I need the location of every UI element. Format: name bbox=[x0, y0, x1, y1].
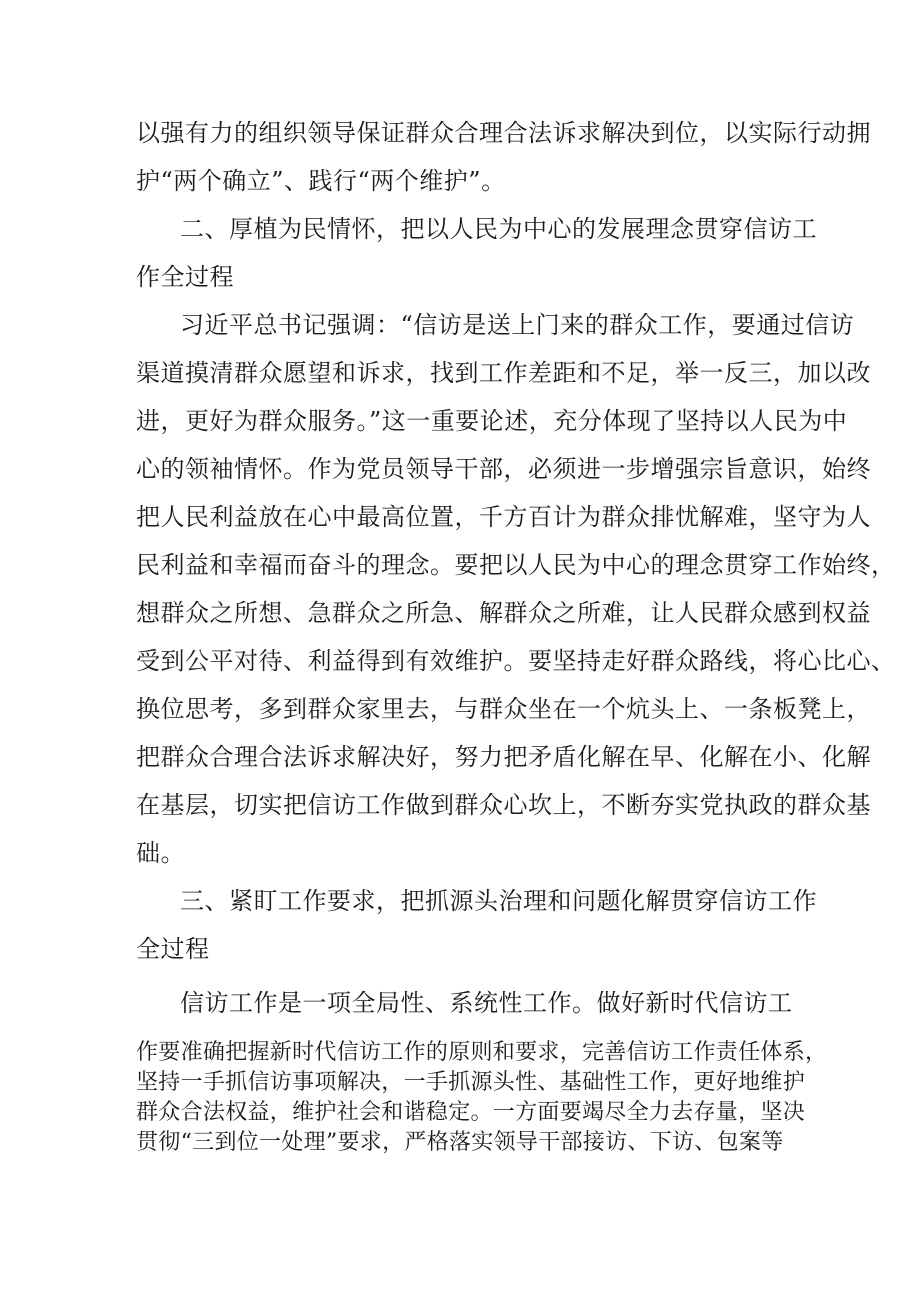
paragraph-line: 受到公平对待、利益得到有效维护。要坚持走好群众路线，将心比心、 bbox=[136, 647, 896, 675]
section-heading: 作全过程 bbox=[136, 263, 234, 291]
paragraph-line: 以强有力的组织领导保证群众合理合法诉求解决到位，以实际行动拥 bbox=[136, 119, 871, 147]
paragraph-line: 换位思考，多到群众家里去，与群众坐在一个炕头上、一条板凳上， bbox=[136, 695, 871, 723]
section-heading: 二、厚植为民情怀，把以人民为中心的发展理念贯穿信访工 bbox=[180, 215, 817, 243]
paragraph-line: 信访工作是一项全局性、系统性工作。做好新时代信访工 bbox=[180, 989, 793, 1017]
paragraph-line: 心的领袖情怀。作为党员领导干部，必须进一步增强宗旨意识，始终 bbox=[136, 455, 871, 483]
paragraph-line: 把人民利益放在心中最高位置，千方百计为群众排忧解难，坚守为人 bbox=[136, 503, 871, 531]
paragraph-line: 护“两个确立”、践行“两个维护”。 bbox=[136, 167, 506, 195]
paragraph-line: 群众合法权益，维护社会和谐稳定。一方面要竭尽全力去存量，坚决 bbox=[136, 1100, 806, 1125]
section-heading: 三、紧盯工作要求，把抓源头治理和问题化解贯穿信访工作 bbox=[180, 887, 817, 915]
paragraph-line: 进，更好为群众服务。”这一重要论述，充分体现了坚持以人民为中 bbox=[136, 407, 848, 435]
paragraph-line: 础。 bbox=[136, 839, 185, 867]
paragraph-line: 把群众合理合法诉求解决好，努力把矛盾化解在早、化解在小、化解 bbox=[136, 743, 871, 771]
paragraph-line: 想群众之所想、急群众之所急、解群众之所难，让人民群众感到权益 bbox=[136, 599, 871, 627]
paragraph-line: 坚持一手抓信访事项解决，一手抓源头性、基础性工作，更好地维护 bbox=[136, 1070, 806, 1095]
paragraph-line: 在基层，切实把信访工作做到群众心坎上，不断夯实党执政的群众基 bbox=[136, 791, 871, 819]
paragraph-line: 民利益和幸福而奋斗的理念。要把以人民为中心的理念贯穿工作始终， bbox=[136, 551, 896, 579]
paragraph-line: 习近平总书记强调：“信访是送上门来的群众工作，要通过信访 bbox=[180, 311, 855, 339]
paragraph-line: 贯彻“三到位一处理”要求，严格落实领导干部接访、下访、包案等 bbox=[136, 1130, 784, 1155]
paragraph-line: 渠道摸清群众愿望和诉求，找到工作差距和不足，举一反三，加以改 bbox=[136, 359, 871, 387]
paragraph-line: 作要准确把握新时代信访工作的原则和要求，完善信访工作责任体系， bbox=[136, 1040, 828, 1065]
section-heading: 全过程 bbox=[136, 935, 210, 963]
